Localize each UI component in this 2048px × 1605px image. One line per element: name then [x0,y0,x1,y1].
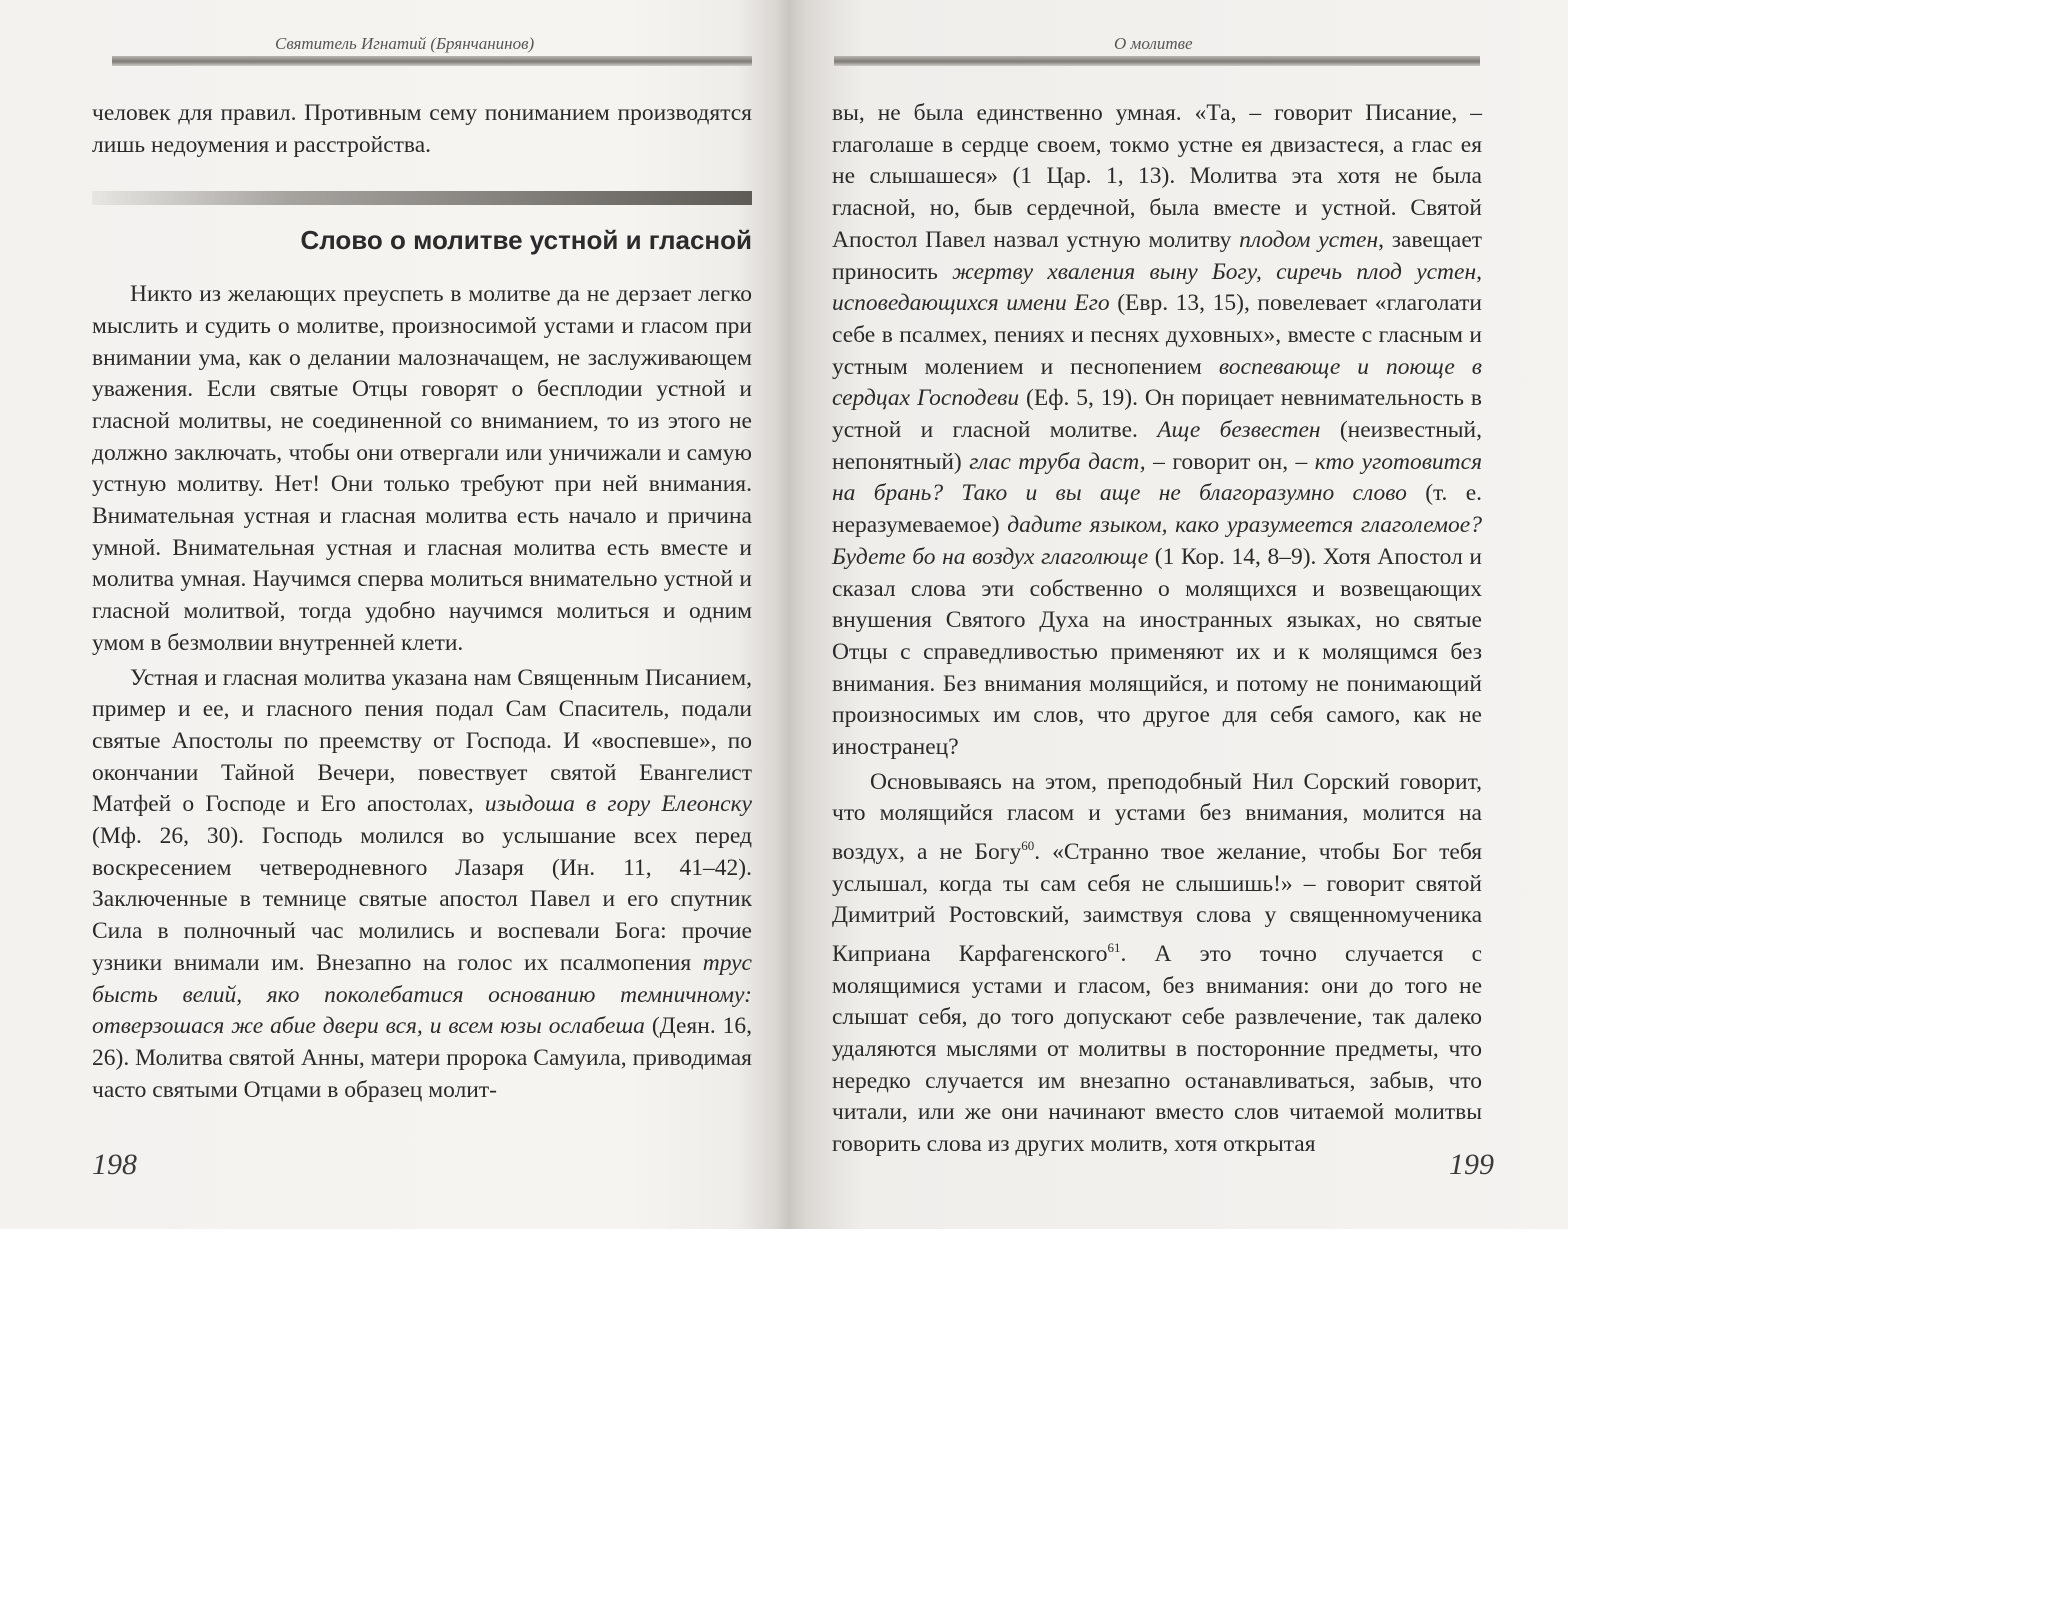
scripture-quote: кто уготовится на брань? Тако и вы аще не благоразумно слово [832,448,1482,507]
paragraph-2 [92,663,752,1107]
section-title: Слово о молитве устной и гласной [300,225,752,256]
paragraph-2 [832,767,1482,1161]
running-head-title: О молитве [1114,34,1193,53]
running-head-author: Святитель Игнатий (Брянчанинов) [275,34,535,53]
left-page-body [92,98,752,1106]
paragraph-1: Никто из желающих преуспеть в молитве да не дерзает легко мыслить и судить о молитве, произносимой устами и гласом при внимании ума, как о делании малозначащем, не заслуживающем уважения. Если святые Отцы говорят о бесплодии устной и гласной молитвы, не соединенной со вниманием, то из этого не должно заключать, чтобы они отвергали или уничижали и самую устную молитву. Нет! Они только требуют при ней внимания. Внимательная устная и гласная молитва есть начало и причина умной. Внимательная устная и гласная молитва есть вместе и молитва умная. Научимся сперва молиться внимательно устной и гласной молитвой, тогда удобно научимся молиться и одним умом в безмолвии внутренней клети. [92,281,752,656]
scripture-quote: трус бысть велий, яко поколебатися основанию темничному: отверзошася же абие двери вся, и всем юзы ослабеша [92,949,752,1040]
text-run: (неизвестный, непонятный) [832,417,1483,475]
text-run: . «Странно твое желание, чтобы Бог тебя услышал, когда ты сам себя не слышишь!» – говорит святой Димитрий Ростовский, заимствуя слова у священномученика Киприана Карфагенского [832,839,1483,967]
text-run: Устная и гласная молитва указана нам Священным Писанием, пример и ее, и гласного пения подал Сам Спаситель, подали святые Апостолы по преемству от Господа. И «воспевше», по окончании Тайной Вечери, повествует святой Евангелист Матфей о Господе и Его апостолах, [92,664,752,818]
scripture-quote: плодом устен [1239,226,1379,253]
scripture-quote: глас труба даст, [969,448,1146,475]
scripture-quote: изыдоша в гору Елеонску [484,791,752,818]
text-run: , завещает приносить [832,226,1483,285]
scripture-quote: жертву хваления выну Богу, сиречь плод устен, исповедающихся имени Его [832,258,1482,317]
text-run: – говорит он, – [1145,448,1315,475]
footnote-ref: 60 [1021,838,1035,854]
left-page [0,0,784,1229]
page-number: 199 [1449,1148,1494,1181]
right-page [784,0,1568,1229]
page-number: 198 [92,1148,137,1181]
header-rule [834,56,1480,66]
text-run: (Еф. 5, 19). Он порицает невнимательность в устной и гласной молитве. [832,385,1482,444]
text-run: (1 Кор. 14, 8–9). Хотя Апостол и сказал слова эти собственно о молящихся и возвещающих внушения Святого Духа на иностранных языках, но святые Отцы с справедливостью применяют их и к молящимся без внимания. Без внимания молящийся, и потому не понимающий произносимых им слов, что другое для себя самого, как не иностранец? [832,543,1482,761]
text-run: (Мф. 26, 30). Господь молился во услышание всех перед воскресением четверодневного Лазаря (Ин. 11, 41–42). Заключенные в темнице святые апостол Павел и его спутник Сила в полночный час молились и воспевали Бога: прочие узники внимали им. Внезапно на голос их псалмопения [92,823,752,976]
text-run: (Деян. 16, 26). Молитва святой Анны, матери пророка Самуила, приводимая часто святыми Отцами в образец молит- [92,1013,752,1103]
text-run: вы, не была единственно умная. «Та, – говорит Писание, – глаголаше в сердце своем, токмо устне ея двизастеся, а глас ея не слышашеся» (1 Цар. 1, 13). Молитва эта хотя не была гласной, но, быв сердечной, была вместе и устной. Святой Апостол Павел назвал устную молитву [832,100,1482,253]
right-page-body [832,98,1482,1161]
section-divider [92,191,752,205]
text-run: (Евр. 13, 15), повелевает «глаголати себе в псалмех, пениях и песнях духовных», вместе с гласным и устным молением и песнопением [832,290,1482,380]
text-run: . А это точно случается с молящимися устами и гласом, без внимания: они до того не слышат себя, до того допускают себе развлечение, так далеко удаляются мыслями от молитвы в посторонние предметы, что нередко случается им внезапно останавливаться, забыв, что читали, или же они начинают вместо слов читаемой молитвы говорить слова из других молитв, хотя открытая [832,940,1482,1158]
intro-paragraph: человек для правил. Противным сему пониманием производятся лишь недоумения и расстройства. [92,100,752,158]
header-rule [112,56,752,66]
scripture-quote: Аще безвестен [1157,417,1321,444]
scripture-quote: воспевающе и поюще в сердцах Господеви [832,353,1482,412]
footnote-ref: 61 [1107,940,1121,956]
scripture-quote: дадите языком, како уразумеется глаголемое? Будете бо на воздух глаголюще [832,512,1482,570]
text-run: (т. е. неразумеваемое) [832,480,1482,539]
paragraph-continued [832,98,1482,764]
text-run: Основываясь на этом, преподобный Нил Сорский говорит, что молящийся гласом и устами без внимания, молится на воздух, а не Богу [832,768,1482,865]
